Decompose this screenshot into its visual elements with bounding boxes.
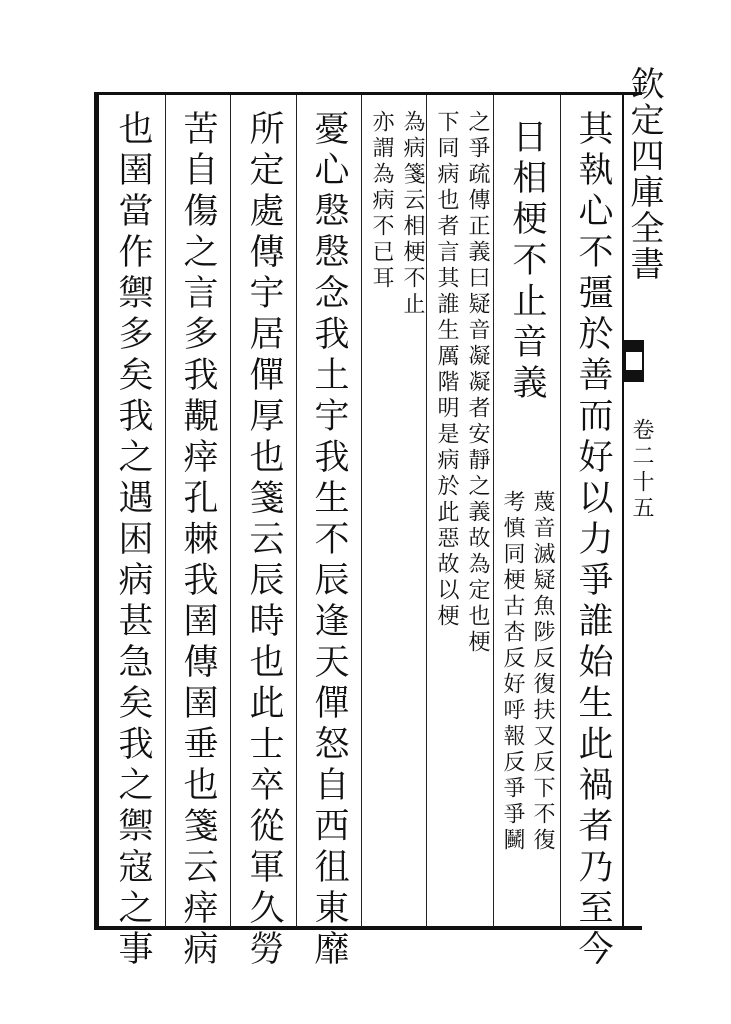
text-column-2-note-right: 蔑音滅疑魚陟反復扶又反下不復 (530, 490, 555, 854)
text-column-7: 苦自傷之言多我覯㾕孔棘我圉傳圉垂也箋云㾕病 (178, 110, 218, 971)
text-column-8: 也圉當作禦多矣我之遇困病甚急矣我之禦寇之事 (113, 110, 153, 971)
text-column-1: 其執心不彊於善而好以力爭誰始生此禍者乃至今 (573, 110, 613, 971)
text-column-2-main: 日相梗不止音義 (507, 118, 547, 405)
column-rule (493, 95, 494, 927)
column-rule (230, 95, 231, 927)
column-rule (560, 95, 561, 927)
book-title: 欽定四庫全書 (624, 66, 664, 282)
text-column-4-right: 為病箋云相梗不止 (400, 110, 425, 318)
column-rule (361, 95, 362, 927)
fish-tail-notch (626, 352, 642, 370)
volume-number: 卷二十五 (629, 418, 654, 522)
text-column-3-left: 下同病也者言其誰生厲階明是病於此惡故以梗 (434, 110, 459, 630)
text-column-3-right: 之爭疏傳正義曰疑音凝凝者安靜之義故為定也梗 (465, 110, 490, 656)
text-column-6: 所定處傳宇居僤厚也箋云辰時也此士卒從軍久勞 (244, 110, 284, 971)
text-column-2-note-left: 考慎同梗古杏反好呼報反爭爭鬭 (500, 490, 525, 854)
column-rule (296, 95, 297, 927)
text-column-4-left: 亦謂為病不已耳 (369, 110, 394, 292)
text-column-5: 憂心慇慇念我土宇我生不辰逢天僤怒自西徂東靡 (309, 110, 349, 971)
column-rule (165, 95, 166, 927)
